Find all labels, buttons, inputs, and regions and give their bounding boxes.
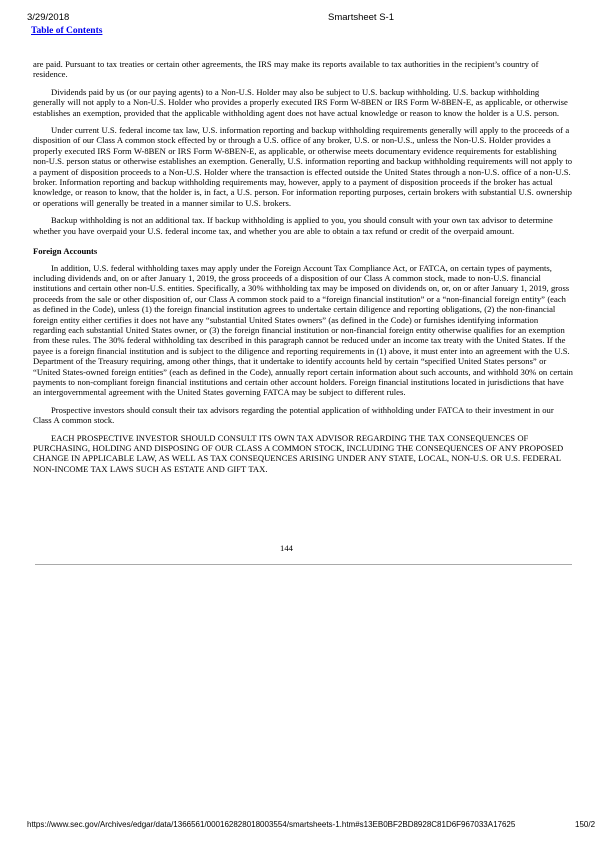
table-of-contents-link[interactable]: Table of Contents [31, 26, 103, 36]
section-heading-foreign-accounts: Foreign Accounts [33, 246, 98, 257]
paragraph-backup-withholding-dividends: Dividends paid by us (or our paying agents) to a Non-U.S. Holder may also be subject to U.S. backup withholding. U.S. backup withholding generally will not apply to a Non-U.S. Holder who provides a properly executed IRS Form W-8BEN or IRS Form W-8BEN-E, as applicable, or otherwise establishes an exemption, provided that the applicable withholding agent does not have actual knowledge or reason to know the holder is a U.S. person. [33, 86, 568, 118]
document-title: Smartsheet S-1 [328, 12, 394, 23]
print-date: 3/29/2018 [27, 12, 70, 23]
document-body [33, 59, 573, 481]
paragraph-information-reporting: Under current U.S. federal income tax law, U.S. information reporting and backup withholding requirements generally will apply to the proceeds of a disposition of our Class A common stock effected by or through a U.S. office of any broker, U.S. or non-U.S., unless the Non-U.S. Holder provides a properly executed IRS Form W-8BEN or IRS Form W-8BEN-E, as applicable, or otherwise meets documentary evidence requirements for establishing non-U.S. person status or otherwise establishes an exemption. Generally, U.S. information reporting and backup withholding requirements will not apply to a payment of disposition proceeds to a Non-U.S. Holder where the transaction is effected outside the United States through a non-U.S. office of a non-U.S. broker. Information reporting and backup withholding requirements may, however, apply to a payment of disposition proceeds if the broker has actual knowledge, or reason to know, that the holder is, in fact, a U.S. person. For information reporting purposes, certain brokers with substantial U.S. ownership or operations will generally be treated in a manner similar to U.S. brokers. [33, 125, 573, 208]
page-divider [35, 564, 572, 565]
page-number: 144 [280, 543, 293, 553]
paragraph-backup-withholding-not-additional-tax: Backup withholding is not an additional tax. If backup withholding is applied to you, you should consult with your own tax advisor to determine whether you have overpaid your U.S. federal income tax, and whether you are able to obtain a tax refund or credit of the overpaid amount. [33, 215, 553, 236]
footer-page-indicator: 150/2 [575, 820, 596, 829]
paragraph-prospective-investors: Prospective investors should consult their tax advisors regarding the potential application of withholding under FATCA to their investment in our Class A common stock. [33, 404, 554, 426]
footer-url: https://www.sec.gov/Archives/edgar/data/1366561/000162828018003554/smartsheets-1.htm#s13EB0BF2BD8928C81D6F967033A17625 [27, 820, 516, 829]
paragraph-fatca: In addition, U.S. federal withholding taxes may apply under the Foreign Account Tax Compliance Act, or FATCA, on certain types of payments, including dividends and, on or after January 1, 2019, the gross proceeds of a disposition of our Class A common stock, made to non-U.S. financial institutions and certain other non-U.S. entities. Specifically, a 30% withholding tax may be imposed on dividends on, or, on or after January 1, 2019, gross proceeds from the sale or other disposition of, our Class A common stock paid to a “foreign financial institution” or a “non-financial foreign entity” (each as defined in the Code), unless (1) the foreign financial institution agrees to undertake certain diligence and reporting obligations, (2) the non-financial foreign entity either certifies it does not have any “substantial United States owners” (as defined in the Code) or furnishes identifying information regarding each substantial United States owner, or (3) the foreign financial institution or non-financial foreign entity otherwise qualifies for an exemption from these rules. The 30% federal withholding tax described in this paragraph cannot be reduced under an income tax treaty with the United States. If the payee is a foreign financial institution and is subject to the diligence and reporting requirements in (1) above, it must enter into an agreement with the U.S. Department of the Treasury requiring, among other things, that it undertake to identify accounts held by certain “specified United States persons” or “United States-owned foreign entities” (each as defined in the Code), annually report certain information about such accounts, and withhold 30% on certain payments to non-compliant foreign financial institutions and certain other account holders. Foreign financial institutions located in jurisdictions that have an intergovernmental agreement with the United States governing FATCA may be subject to different rules. [33, 262, 573, 398]
paragraph-tax-advisor-notice: EACH PROSPECTIVE INVESTOR SHOULD CONSULT ITS OWN TAX ADVISOR REGARDING THE TAX CONSEQUENCES OF PURCHASING, HOLDING AND DISPOSING OF OUR CLASS A COMMON STOCK, INCLUDING THE CONSEQUENCES OF ANY PROPOSED CHANGE IN APPLICABLE LAW, AS WELL AS TAX CONSEQUENCES ARISING UNDER ANY STATE, LOCAL, NON-U.S. OR U.S. FEDERAL NON-INCOME TAX LAWS SUCH AS ESTATE AND GIFT TAX. [33, 432, 564, 474]
paragraph-continuation: are paid. Pursuant to tax treaties or certain other agreements, the IRS may make its reports available to tax authorities in the recipient’s country of residence. [33, 59, 539, 80]
